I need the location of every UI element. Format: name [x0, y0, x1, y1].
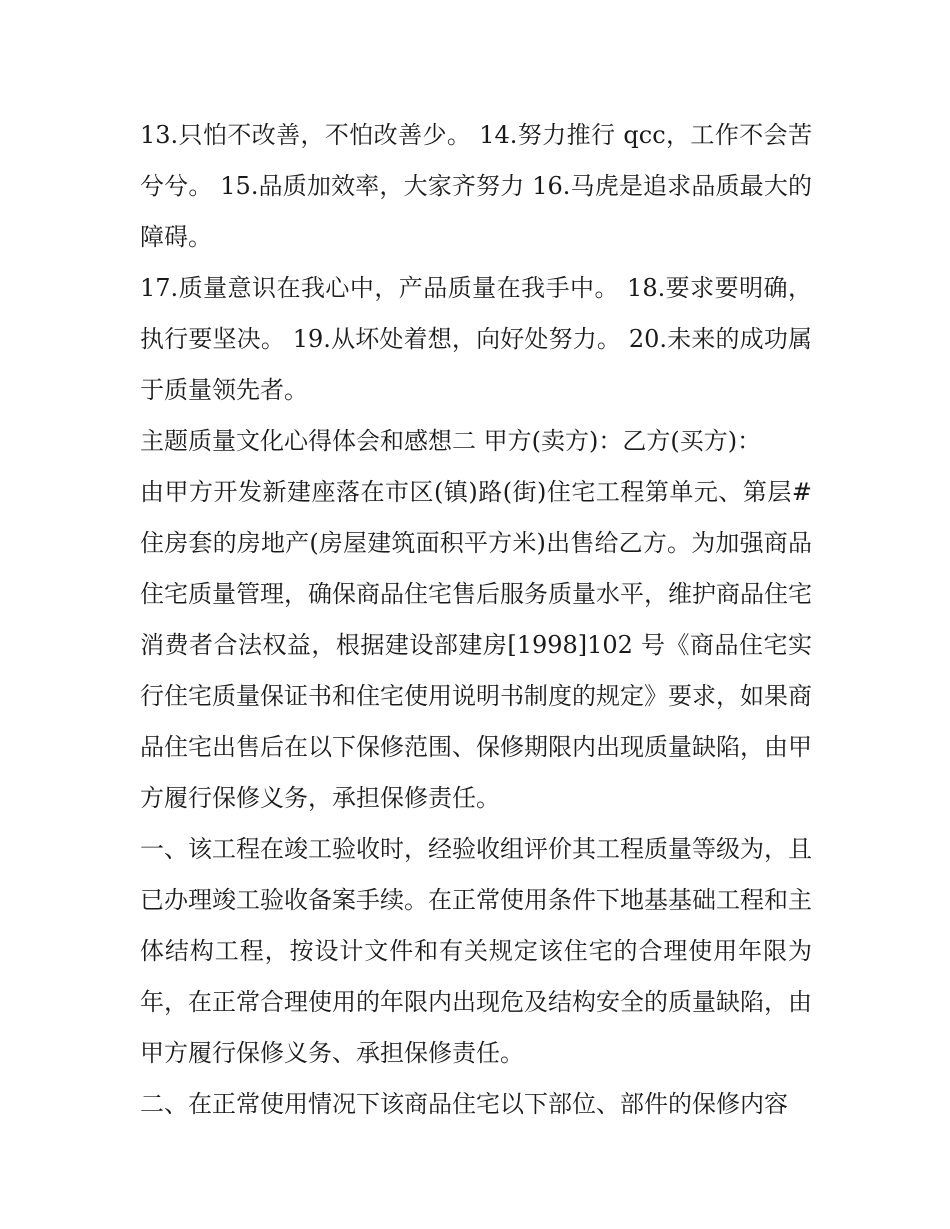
paragraph-slogans-13-16: 13.只怕不改善，不怕改善少。 14.努力推行 qcc，工作不会苦兮兮。 15.品质加效率，大家齐努力 16.马虎是追求品质最大的障碍。	[140, 121, 812, 251]
paragraph-clause-two: 二、在正常使用情况下该商品住宅以下部位、部件的保修内容	[140, 1090, 788, 1118]
paragraph-slogans-17-20: 17.质量意识在我心中，产品质量在我手中。 18.要求要明确，执行要坚决。 19.从坏处着想，向好处努力。 20.未来的成功属于质量领先者。	[140, 274, 812, 404]
document-body	[140, 110, 812, 1130]
paragraph-property-sale: 由甲方开发新建座落在市区(镇)路(街)住宅工程第单元、第层#住房套的房地产(房屋建筑面积平方米)出售给乙方。为加强商品住宅质量管理，确保商品住宅售后服务质量水平，维护商品住宅消费者合法权益，根据建设部建房[1998]102 号《商品住宅实行住宅质量保证书和住宅使用说明书制度的规定》要求，如果商品住宅出售后在以下保修范围、保修期限内出现质量缺陷，由甲方履行保修义务，承担保修责任。	[140, 478, 812, 812]
paragraph-heading-parties: 主题质量文化心得体会和感想二 甲方(卖方)：乙方(买方)：	[140, 427, 762, 455]
paragraph-clause-one: 一、该工程在竣工验收时，经验收组评价其工程质量等级为，且已办理竣工验收备案手续。在正常使用条件下地基基础工程和主体结构工程，按设计文件和有关规定该住宅的合理使用年限为年，在正常合理使用的年限内出现危及结构安全的质量缺陷，由甲方履行保修义务、承担保修责任。	[140, 835, 812, 1067]
